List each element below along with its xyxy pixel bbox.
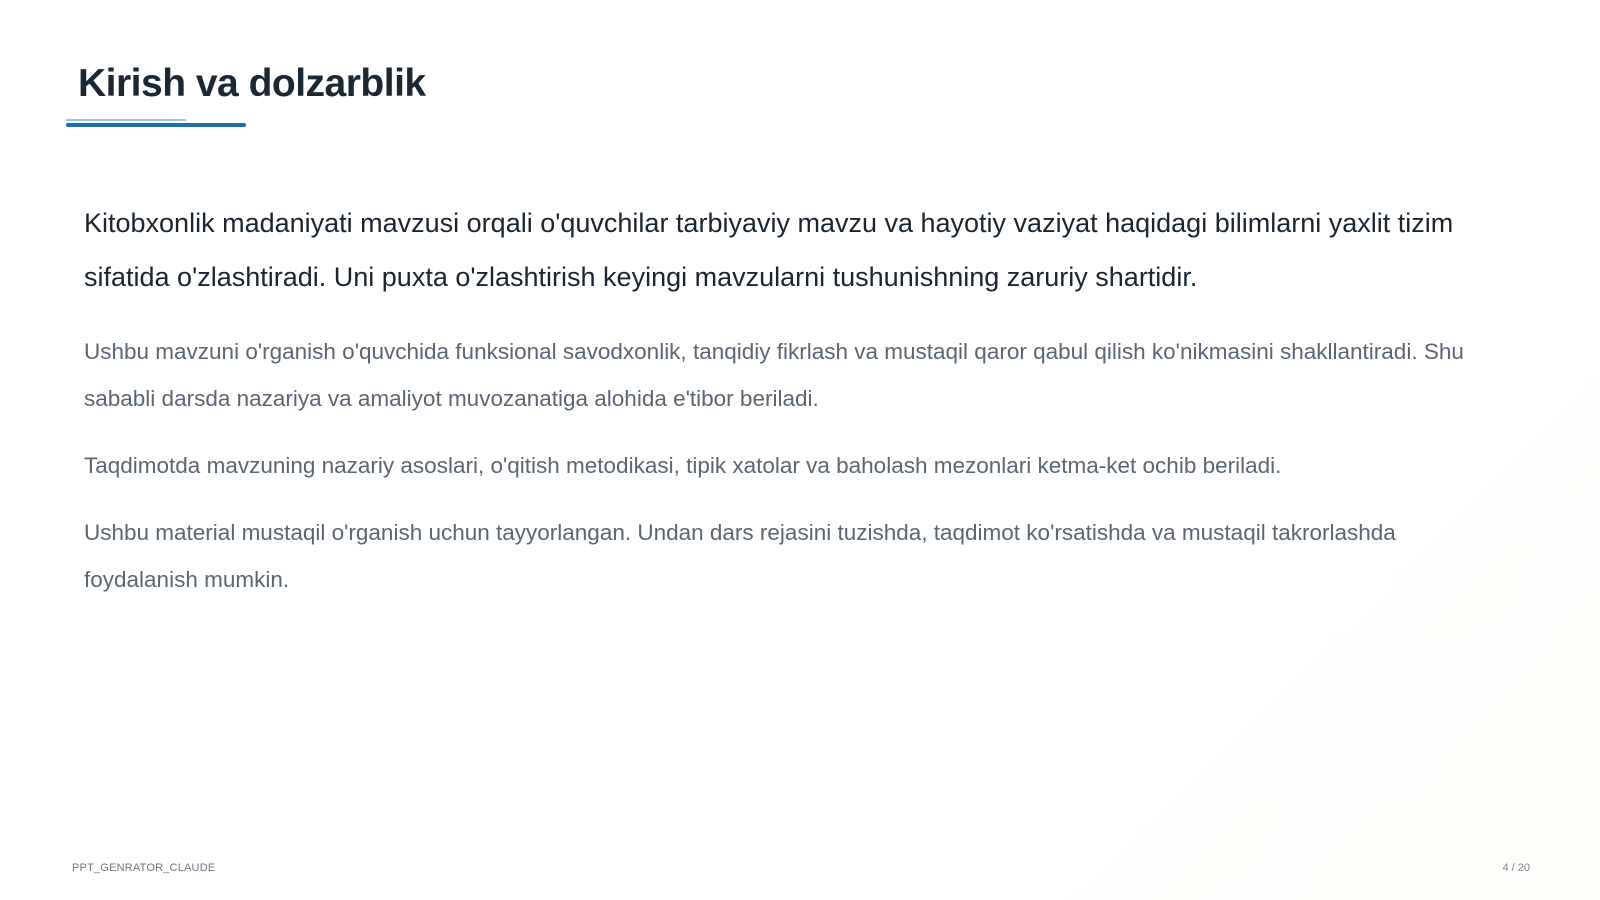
slide-content [84,196,1504,623]
footer-brand: PPT_GENRATOR_CLAUDE [72,862,216,874]
lead-paragraph: Kitobxonlik madaniyati mavzusi orqali o'quvchilar tarbiyaviy mavzu va hayotiy vaziyat haqidagi bilimlarni yaxlit tizim sifatida o'zlashtiradi. Uni puxta o'zlashtirish keyingi mavzularni tushunishning zaruriy shartidir. [84,208,1454,292]
body-paragraph-2: Taqdimotda mavzuning nazariy asoslari, o'qitish metodikasi, tipik xatolar va baholash mezonlari ketma-ket ochib beriladi. [84,453,1282,478]
body-paragraph-1: Ushbu mavzuni o'rganish o'quvchida funksional savodxonlik, tanqidiy fikrlash va mustaqil qaror qabul qilish ko'nikmasini shakllantiradi. Shu sababli darsda nazariya va amaliyot muvozanatiga alohida e'tibor beriladi. [84,339,1464,411]
title-underline [66,123,246,127]
title-underline-highlight [66,119,186,121]
slide-title: Kirish va dolzarblik [78,62,426,105]
body-paragraph-3: Ushbu material mustaqil o'rganish uchun tayyorlangan. Undan dars rejasini tuzishda, taqdimot ko'rsatishda va mustaqil takrorlashda foydalanish mumkin. [84,520,1396,592]
page-indicator: 4 / 20 [1502,862,1530,874]
